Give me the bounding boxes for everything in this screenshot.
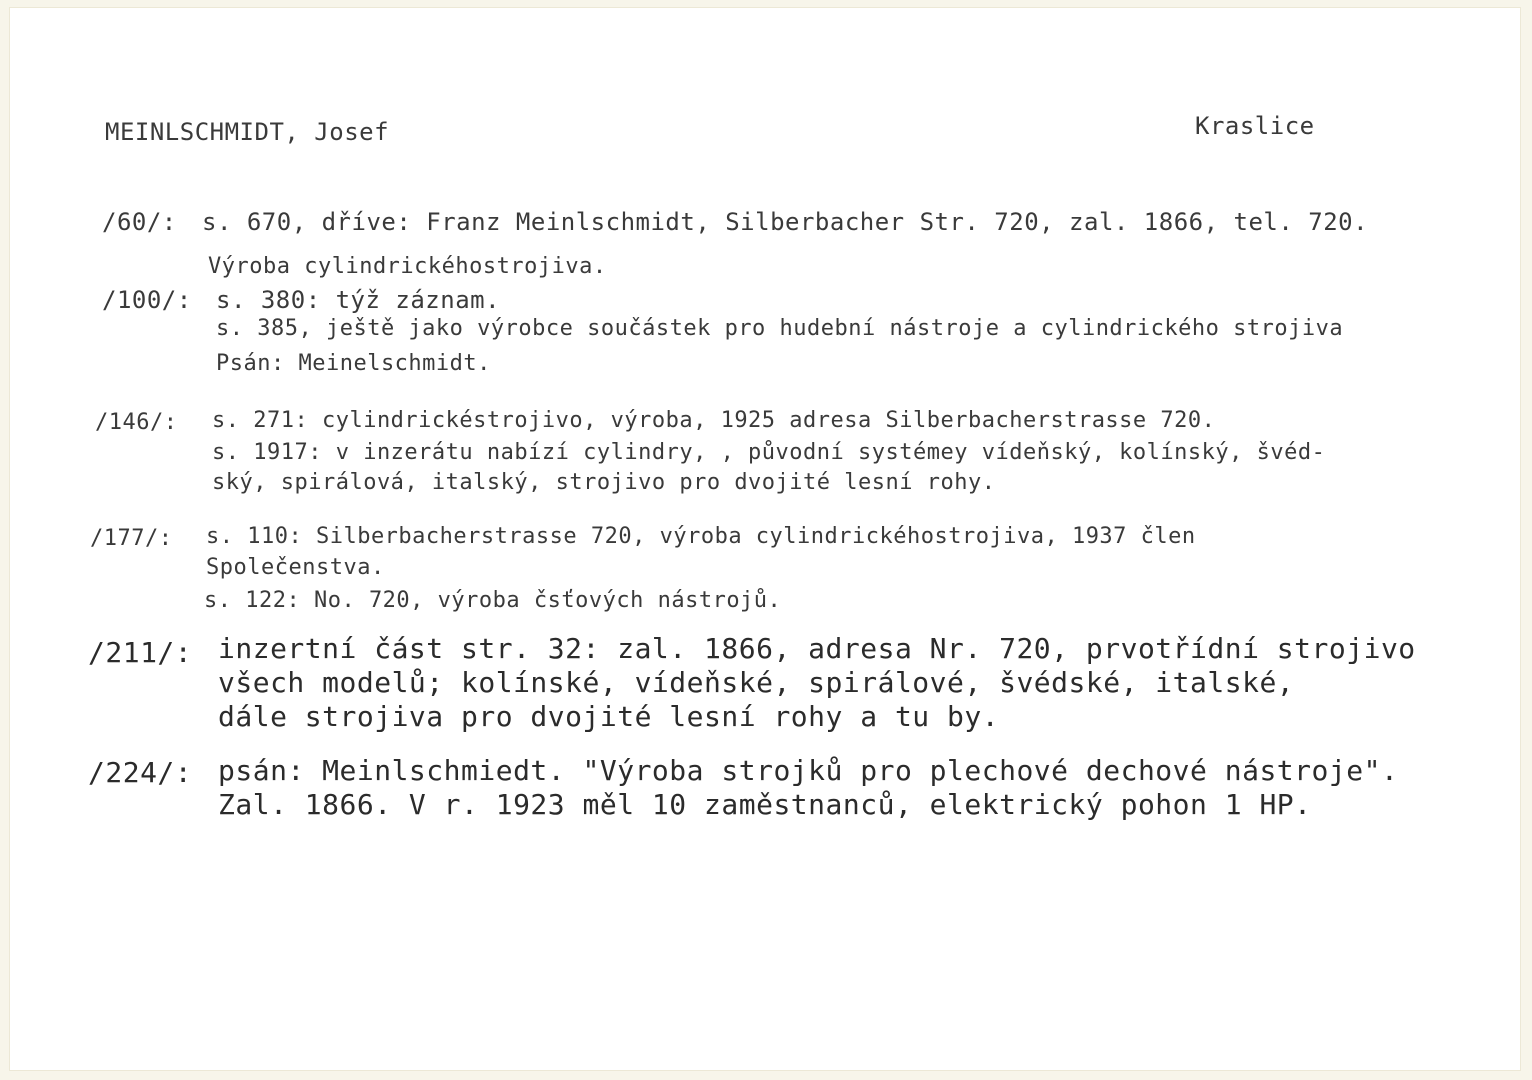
entry-line: s. 385, ještě jako výrobce součástek pro hudební nástroje a cylindrického strojiva	[216, 316, 1344, 341]
entry-line: psán: Meinlschmiedt. "Výroba strojků pro plechové dechové nástroje".	[218, 754, 1399, 787]
entry-line: ský, spirálová, italský, strojivo pro dvojité lesní rohy.	[212, 470, 996, 495]
place-name: Kraslice	[1195, 112, 1315, 140]
entry-ref: /224/:	[88, 756, 193, 789]
entry-line: s. 110: Silberbacherstrasse 720, výroba cylindrickéhostrojiva, 1937 člen	[206, 524, 1196, 549]
entry-line: všech modelů; kolínské, vídeňské, spirálové, švédské, italské,	[218, 666, 1295, 699]
entry-ref: /100/:	[102, 286, 192, 314]
entry-line: inzertní část str. 32: zal. 1866, adresa Nr. 720, prvotřídní strojivo	[218, 632, 1416, 665]
entry-ref: /146/:	[95, 410, 178, 435]
entry-line: Společenstva.	[206, 555, 385, 580]
entry-line: s. 670, dříve: Franz Meinlschmidt, Silberbacher Str. 720, zal. 1866, tel. 720.	[202, 208, 1369, 236]
person-name: MEINLSCHMIDT, Josef	[105, 118, 390, 146]
entry-line: dále strojiva pro dvojité lesní rohy a tu by.	[218, 700, 1000, 733]
entry-line: s. 1917: v inzerátu nabízí cylindry, , původní systémey vídeňský, kolínský, švéd-	[212, 440, 1326, 465]
entry-line: Výroba cylindrickéhostrojiva.	[208, 254, 607, 279]
index-card	[10, 8, 1520, 1070]
entry-line: s. 271: cylindrickéstrojivo, výroba, 1925 adresa Silberbacherstrasse 720.	[212, 408, 1216, 433]
entry-ref: /177/:	[90, 526, 173, 551]
entry-line: s. 122: No. 720, výroba čsťových nástrojů.	[204, 588, 782, 613]
entry-line: s. 380: týž záznam.	[216, 286, 501, 314]
entry-line: Psán: Meinelschmidt.	[216, 351, 491, 376]
entry-line: Zal. 1866. V r. 1923 měl 10 zaměstnanců, elektrický pohon 1 HP.	[218, 788, 1312, 821]
entry-ref: /60/:	[102, 208, 177, 236]
entry-ref: /211/:	[88, 636, 193, 669]
